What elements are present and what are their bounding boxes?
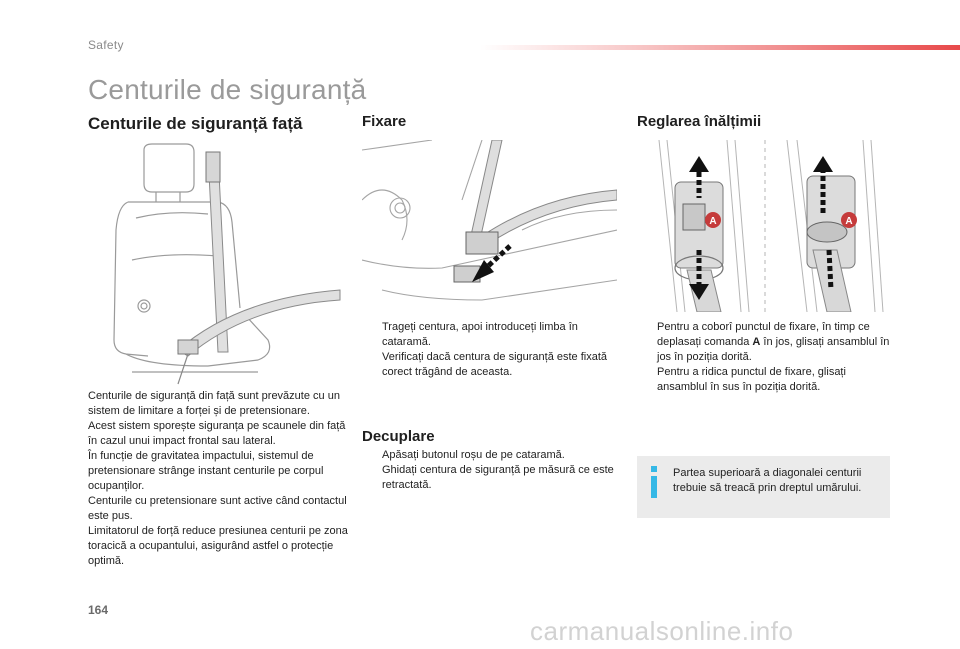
front-seat-belt-illustration	[108, 140, 348, 385]
height-adjust-heading: Reglarea înălțimii	[637, 113, 762, 130]
list-item: Apăsați butonul roșu de pe cataramă.	[382, 449, 565, 461]
paragraph: Limitatorul de forță reduce presiunea centurii pe zona toracică a ocupantului, asigurând astfel o protecție optimă.	[88, 525, 348, 567]
info-text: Partea superioară a diagonalei centurii trebuie să treacă prin dreptul umărului.	[673, 467, 862, 494]
list-item: Pentru a coborî punctul de fixare, în timp ce deplasați comanda A în jos, glisați ansamblul în jos în poziția dorită.	[657, 321, 890, 363]
paragraph: În funcție de gravitatea impactului, sistemul de pretensionare strânge instant centurile pe corpul ocupanților.	[88, 450, 324, 492]
fastening-illustration	[362, 140, 617, 312]
fastening-heading: Fixare	[362, 113, 407, 130]
list-item: Ghidați centura de siguranță pe măsură ce este retractată.	[382, 464, 614, 491]
header-accent-rule	[480, 45, 960, 50]
control-a-reference: A	[752, 336, 761, 348]
control-a-label-left: A	[709, 216, 717, 227]
height-adjust-steps	[639, 320, 891, 395]
paragraph: Centurile cu pretensionare sunt active când contactul este pus.	[88, 495, 347, 522]
info-icon	[647, 466, 661, 498]
control-a-label-right: A	[845, 216, 853, 227]
section-label: Safety	[88, 38, 124, 52]
paragraph: Acest sistem sporește siguranța pe scaunele din față în cazul unui impact frontal sau lateral.	[88, 420, 346, 447]
paragraph: Centurile de siguranță din față sunt prevăzute cu un sistem de limitare a forței și de pretensionare.	[88, 390, 340, 417]
watermark: carmanualsonline.info	[530, 616, 794, 646]
unfastening-steps	[364, 448, 616, 493]
height-adjust-illustration	[637, 140, 892, 312]
front-belts-description	[88, 389, 348, 569]
info-note	[637, 456, 890, 518]
fastening-steps	[364, 320, 616, 380]
list-item: Verificați dacă centura de siguranță este fixată corect trăgând de aceasta.	[382, 351, 608, 378]
list-item: Trageți centura, apoi introduceți limba în cataramă.	[382, 321, 578, 348]
page-title: Centurile de siguranță	[88, 74, 367, 105]
page-number: 164	[88, 603, 109, 617]
front-belts-heading: Centurile de siguranță față	[88, 114, 303, 133]
unfastening-heading: Decuplare	[362, 428, 435, 445]
list-item: Pentru a ridica punctul de fixare, glisați ansamblul în sus în poziția dorită.	[657, 366, 846, 393]
